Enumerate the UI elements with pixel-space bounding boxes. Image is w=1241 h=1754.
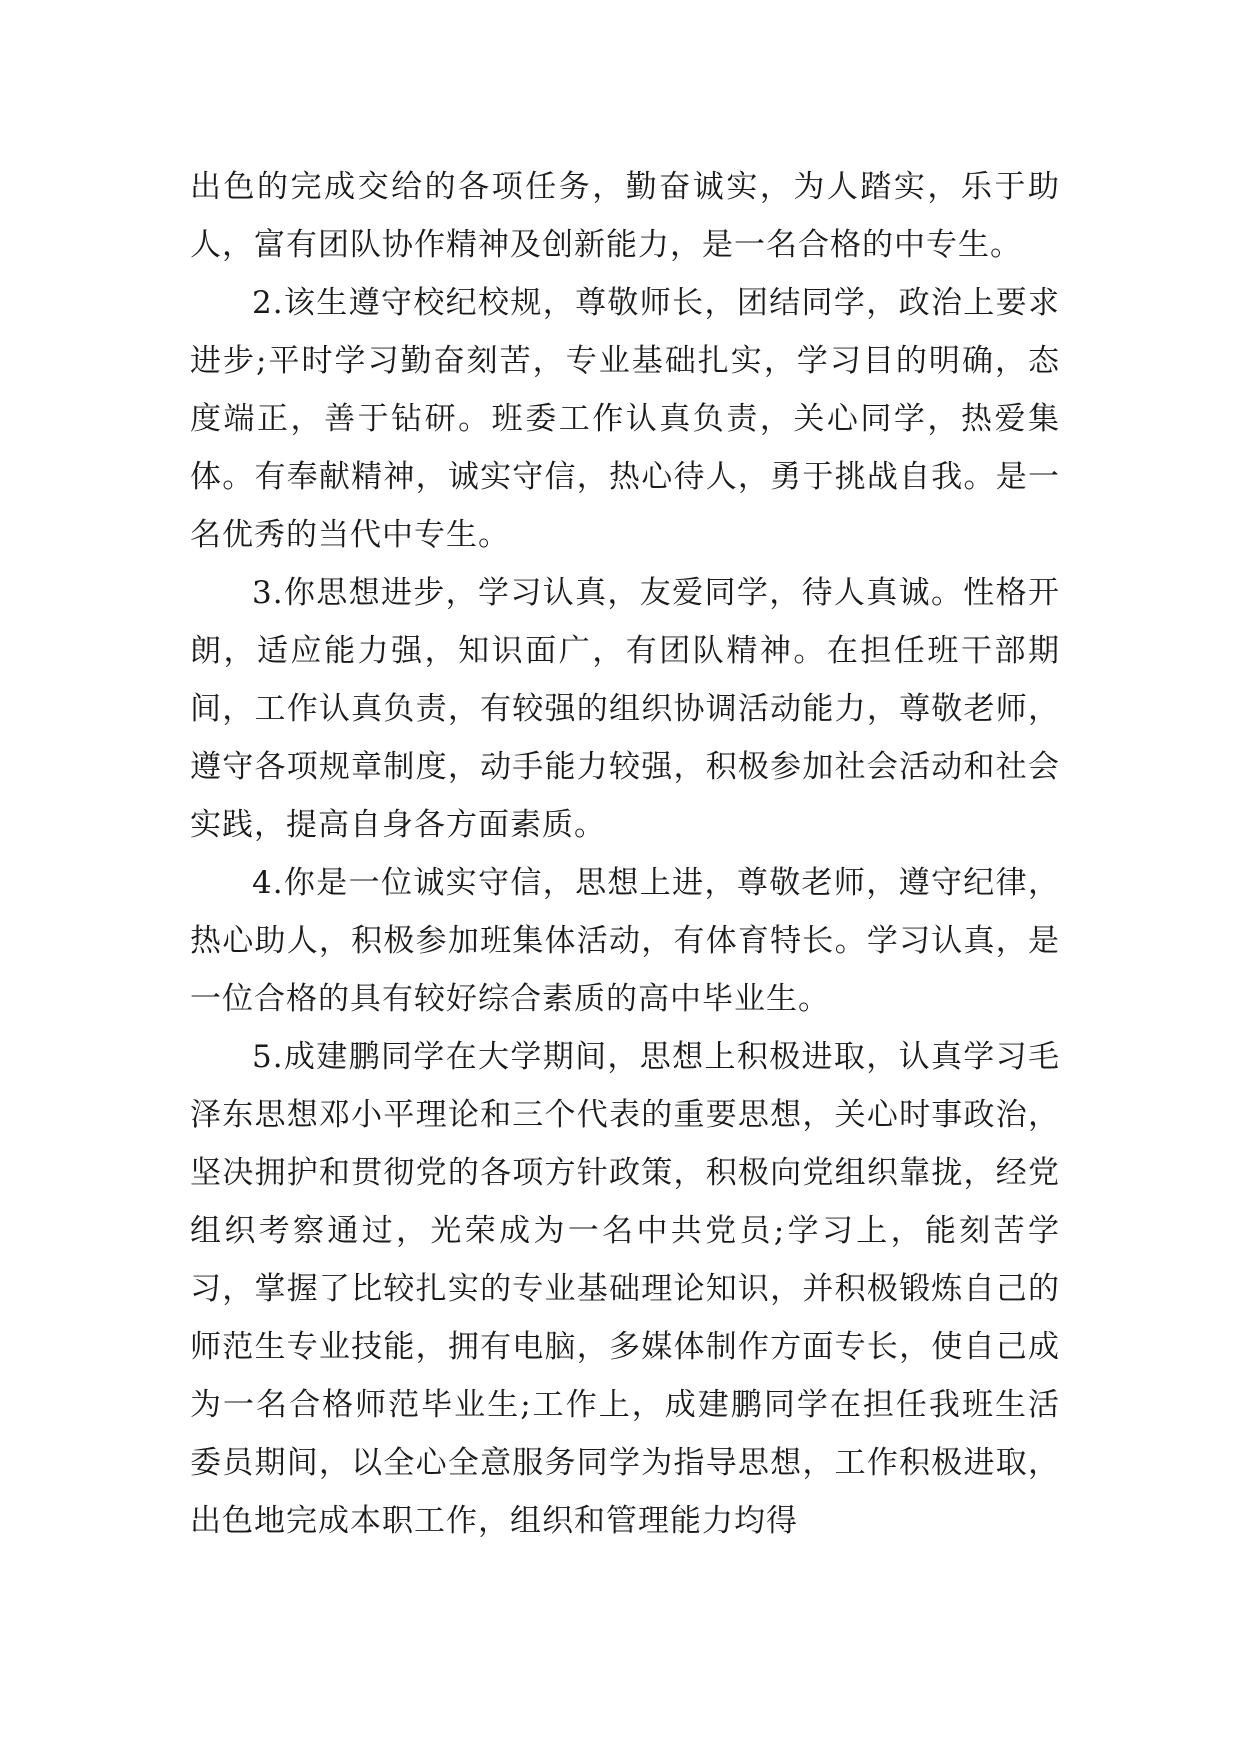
paragraph-item-5: 5.成建鹏同学在大学期间，思想上积极进取，认真学习毛泽东思想邓小平理论和三个代表的重要思想，关心时事政治，坚决拥护和贯彻党的各项方针政策，积极向党组织靠拢，经党组织考察通过，光荣成为一名中共党员;学习上，能刻苦学习，掌握了比较扎实的专业基础理论知识，并积极锻炼自己的师范生专业技能，拥有电脑，多媒体制作方面专长，使自己成为一名合格师范毕业生;工作上，成建鹏同学在担任我班生活委员期间，以全心全意服务同学为指导思想，工作积极进取，出色地完成本职工作，组织和管理能力均得 xyxy=(190,1039,1060,1539)
paragraph-item-4: 4.你是一位诚实守信，思想上进，尊敬老师，遵守纪律，热心助人，积极参加班集体活动，有体育特长。学习认真，是一位合格的具有较好综合素质的高中毕业生。 xyxy=(190,865,1060,1017)
paragraph-item-3: 3.你思想进步，学习认真，友爱同学，待人真诚。性格开朗，适应能力强，知识面广，有团队精神。在担任班干部期间，工作认真负责，有较强的组织协调活动能力，尊敬老师，遵守各项规章制度，动手能力较强，积极参加社会活动和社会实践，提高自身各方面素质。 xyxy=(190,575,1060,843)
paragraph-continuation: 出色的完成交给的各项任务，勤奋诚实，为人踏实，乐于助人，富有团队协作精神及创新能力，是一名合格的中专生。 xyxy=(190,169,1060,263)
paragraph-item-2: 2.该生遵守校纪校规，尊敬师长，团结同学，政治上要求进步;平时学习勤奋刻苦，专业基础扎实，学习目的明确，态度端正，善于钻研。班委工作认真负责，关心同学，热爱集体。有奉献精神，诚实守信，热心待人，勇于挑战自我。是一名优秀的当代中专生。 xyxy=(190,285,1060,553)
document-body xyxy=(190,158,1060,1550)
